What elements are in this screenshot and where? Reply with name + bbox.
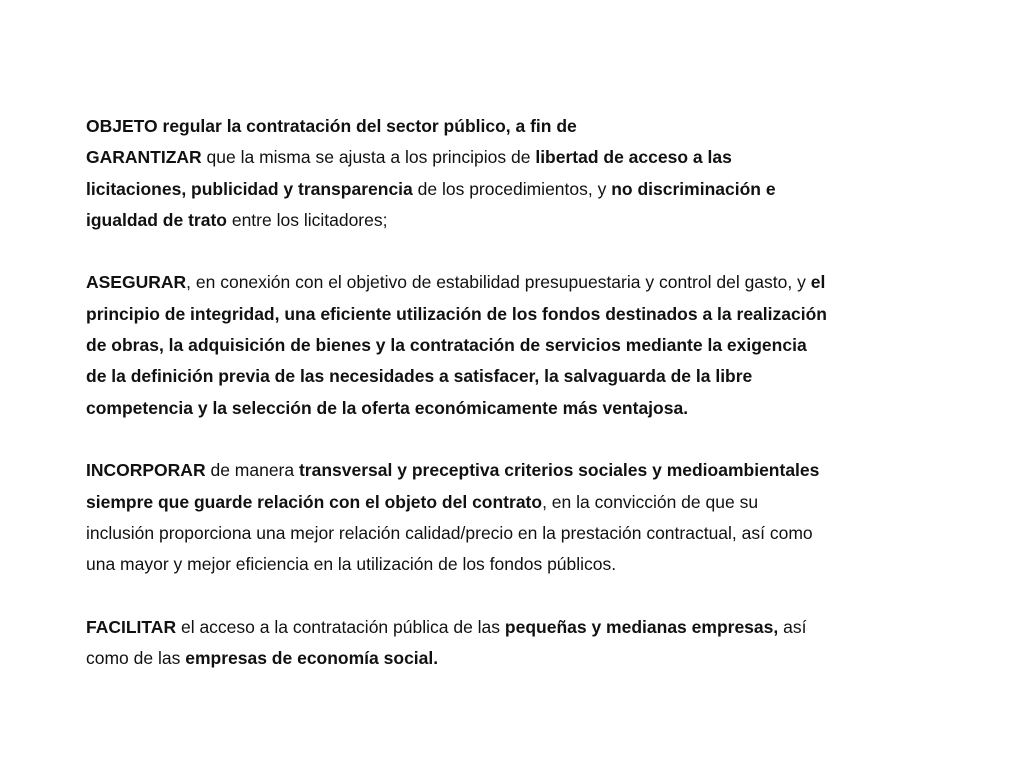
text-segment: de manera	[205, 460, 299, 481]
bold-text-segment: de la definición previa de las necesidades a satisfacer, la salvaguarda de la libre	[86, 366, 753, 387]
text-line	[86, 299, 966, 330]
bold-text-segment: FACILITAR	[86, 616, 177, 637]
text-segment: , en conexión con el objetivo de estabilidad presupuestaria y control del gasto, y	[186, 272, 811, 293]
bold-text-segment: INCORPORAR	[86, 460, 206, 481]
text-line	[86, 330, 966, 361]
text-line	[86, 267, 966, 298]
bold-text-segment: principio de integridad, una eficiente utilización de los fondos destinados a la realización	[86, 303, 827, 324]
bold-text-segment: de obras, la adquisición de bienes y la contratación de servicios mediante la exigencia	[86, 335, 807, 356]
text-line	[86, 361, 966, 392]
slide-body-text	[86, 111, 966, 674]
text-line	[86, 174, 966, 205]
text-segment: que la misma se ajusta a los principios de	[201, 147, 536, 168]
bold-text-segment: ASEGURAR	[86, 272, 187, 293]
bold-text-segment: competencia y la selección de la oferta económicamente más ventajosa.	[86, 397, 689, 418]
paragraph	[86, 612, 966, 675]
text-line	[86, 142, 966, 173]
text-line	[86, 549, 966, 580]
paragraph	[86, 455, 966, 580]
bold-text-segment: siempre que guarde relación con el objeto del contrato	[86, 491, 543, 512]
text-segment: como de las	[86, 648, 186, 669]
text-line	[86, 205, 966, 236]
bold-text-segment: transversal y preceptiva criterios sociales y medioambientales	[298, 460, 820, 481]
text-line	[86, 455, 966, 486]
paragraph	[86, 111, 966, 236]
text-segment: así	[778, 616, 807, 637]
text-segment: el acceso a la contratación pública de las	[176, 616, 505, 637]
bold-text-segment: OBJETO regular la contratación del sector público, a fin de	[86, 116, 577, 136]
bold-text-segment: libertad de acceso a las	[535, 147, 732, 168]
text-segment: una mayor y mejor eficiencia en la utilización de los fondos públicos.	[86, 554, 617, 575]
bold-text-segment: empresas de economía social.	[185, 648, 439, 669]
text-line	[86, 111, 966, 142]
bold-text-segment: igualdad de trato	[86, 209, 227, 230]
text-segment: de los procedimientos, y	[412, 178, 612, 199]
text-line	[86, 612, 966, 643]
text-segment: entre los licitadores;	[226, 209, 388, 230]
bold-text-segment: el	[810, 272, 826, 293]
text-line	[86, 643, 966, 674]
text-line	[86, 487, 966, 518]
text-segment: inclusión proporciona una mejor relación calidad/precio en la prestación contractual, así como	[86, 522, 813, 543]
text-line	[86, 393, 966, 424]
bold-text-segment: licitaciones, publicidad y transparencia	[86, 178, 413, 199]
text-line	[86, 518, 966, 549]
bold-text-segment: pequeñas y medianas empresas,	[504, 616, 779, 637]
bold-text-segment: GARANTIZAR	[86, 147, 202, 168]
text-segment: , en la convicción de que su	[542, 491, 759, 512]
paragraph	[86, 267, 966, 423]
bold-text-segment: no discriminación e	[611, 178, 776, 199]
